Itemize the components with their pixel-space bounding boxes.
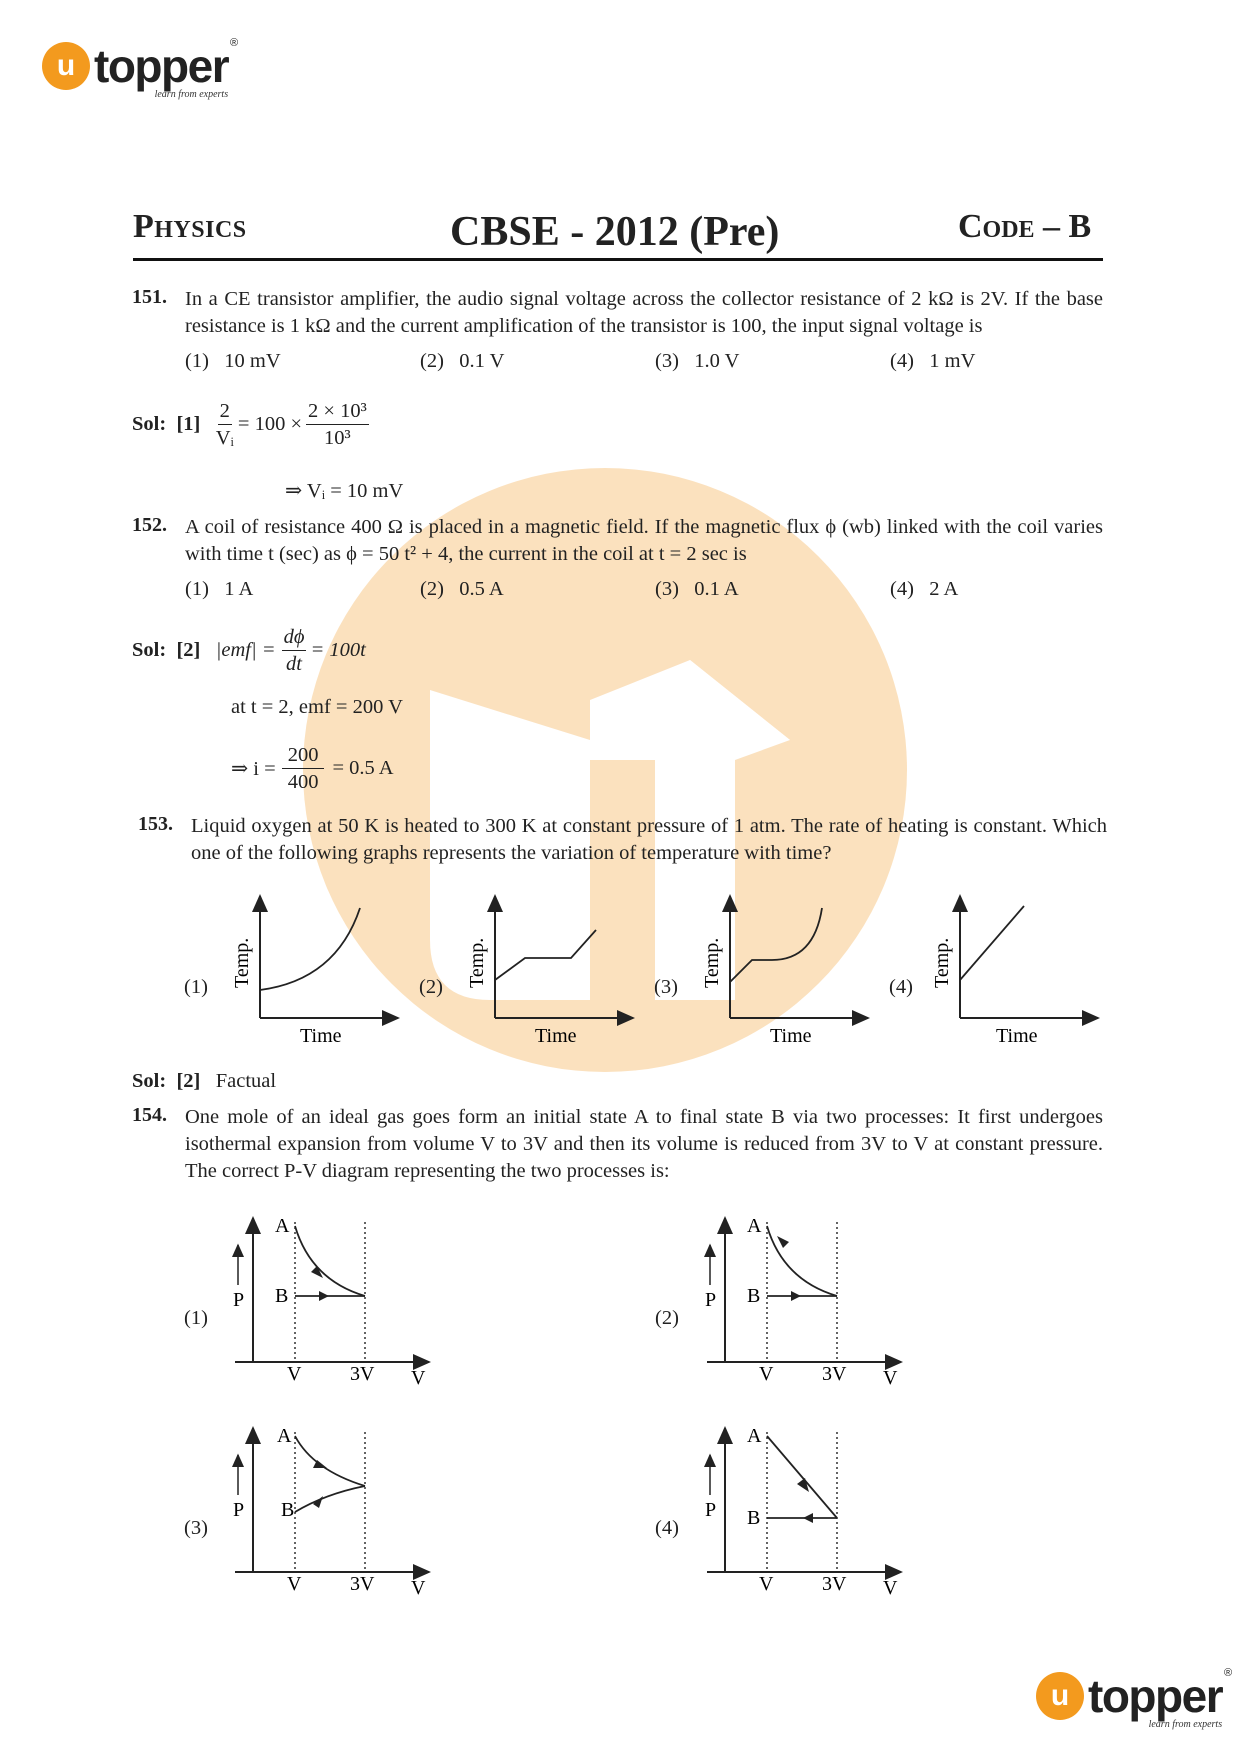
option: (3) 1.0 V	[655, 350, 740, 372]
tick-label-3v: 3V	[350, 1363, 375, 1385]
solution-result: ⇒ Vᵢ = 10 mV	[285, 480, 404, 502]
x-axis-label: Time	[535, 1025, 577, 1047]
temp-time-graph-2	[461, 890, 641, 1050]
question-number: 154.	[132, 1104, 167, 1126]
solution: Sol: [2] Factual	[132, 1070, 277, 1092]
option: (4) 2 A	[890, 578, 959, 600]
point-a-label: A	[747, 1425, 762, 1447]
point-b-label: B	[747, 1285, 761, 1307]
topper-u-icon: u	[42, 42, 90, 90]
option: (4) 1 mV	[890, 350, 976, 372]
fraction: $\frac{2}{\text{Vᵢ}}$	[215, 400, 234, 449]
tick-label-v: V	[287, 1363, 302, 1385]
point-a-label: A	[277, 1425, 292, 1447]
logo-text: topper	[94, 40, 229, 92]
registered-mark: ®	[1224, 1667, 1233, 1679]
option: (2) 0.5 A	[420, 578, 504, 600]
option: (2) 0.1 V	[420, 350, 505, 372]
topper-u-icon: u	[1036, 1672, 1084, 1720]
question-number: 151.	[132, 286, 167, 308]
question-text: A coil of resistance 400 Ω is placed in a magnetic field. If the magnetic flux ϕ (wb) linked with the coil varies with time t (sec) as ϕ = 50 t² + 4, the current in the coil at t = 2 sec is	[185, 516, 1103, 565]
pv-diagram-1	[225, 1210, 445, 1385]
diagram-option-number: (3)	[184, 1517, 208, 1539]
diagram-option-number: (1)	[184, 1307, 208, 1329]
fraction: $\frac{d\phi}{dt}$	[283, 626, 305, 675]
point-a-label: A	[275, 1215, 290, 1237]
pv-diagram-3	[225, 1420, 445, 1595]
x-axis-label: Time	[300, 1025, 342, 1047]
y-axis-label: Temp.	[466, 937, 488, 988]
option: (1) 10 mV	[185, 350, 281, 372]
fraction: $\frac{\text{2 × 10³}}{\text{10³}}$	[308, 400, 367, 449]
page-title: CBSE - 2012 (Pre)	[450, 209, 780, 255]
solution-line: ⇒ i = $\frac{200}{400}$ = 0.5 A	[231, 744, 394, 793]
temp-time-graph-4	[926, 890, 1106, 1050]
fraction: $\frac{200}{400}$	[282, 742, 325, 795]
pv-diagram-4	[697, 1420, 917, 1595]
option: (3) 0.1 A	[655, 578, 739, 600]
point-b-label: B	[747, 1507, 761, 1529]
solution: Sol: [1] $\frac{2}{\text{Vᵢ}}$ = 100 × $\frac{\text{2 × 10³}}{\text{10³}}$	[132, 400, 367, 449]
point-b-label: B	[281, 1499, 295, 1521]
point-b-label: B	[275, 1285, 289, 1307]
solution: Sol: [2] |emf| = $\frac{d\phi}{dt}$ = 100t	[132, 626, 366, 675]
diagram-option-number: (2)	[655, 1307, 679, 1329]
bottom-logo	[1036, 1667, 1233, 1730]
y-axis-label: Temp.	[231, 937, 253, 988]
registered-mark: ®	[230, 37, 239, 49]
temp-time-graph-1	[226, 890, 406, 1050]
v-axis-label: V	[883, 1367, 898, 1385]
x-axis-label: Time	[996, 1025, 1038, 1047]
x-axis-label: Time	[770, 1025, 812, 1047]
question-text: One mole of an ideal gas goes form an initial state A to final state B via two processes: It first undergoes isothermal expansion from volume V to 3V and then its volume is reduced from 3V to V at constant pressure. The correct P-V diagram representing the two processes is:	[185, 1106, 1103, 1182]
question-number: 152.	[132, 514, 167, 536]
temp-time-graph-3	[696, 890, 876, 1050]
p-axis-label: P	[705, 1289, 717, 1311]
pv-diagram-2	[697, 1210, 917, 1385]
p-axis-label: P	[233, 1289, 245, 1311]
tick-label-v: V	[287, 1573, 302, 1595]
diagram-option-number: (4)	[655, 1517, 679, 1539]
logo-text: topper	[1088, 1670, 1223, 1722]
p-axis-label: P	[233, 1499, 245, 1521]
v-axis-label: V	[411, 1367, 426, 1385]
tick-label-3v: 3V	[822, 1363, 847, 1385]
question-number: 153.	[138, 813, 173, 835]
y-axis-label: Temp.	[701, 937, 723, 988]
paper-code: Code – B	[958, 208, 1092, 245]
subject-label: Physics	[133, 208, 247, 245]
top-logo	[42, 37, 239, 100]
tick-label-v: V	[759, 1363, 774, 1385]
tick-label-v: V	[759, 1573, 774, 1595]
graph-option-number: (3)	[654, 976, 678, 998]
question-text: Liquid oxygen at 50 K is heated to 300 K at constant pressure of 1 atm. The rate of heating is constant. Which one of the following graphs represents the variation of temperature with time?	[191, 815, 1107, 864]
p-axis-label: P	[705, 1499, 717, 1521]
logo-tagline: learn from experts	[1148, 1719, 1223, 1730]
header-rule	[133, 258, 1103, 261]
y-axis-label: Temp.	[931, 937, 953, 988]
graph-option-number: (4)	[889, 976, 913, 998]
tick-label-3v: 3V	[350, 1573, 375, 1595]
option: (1) 1 A	[185, 578, 254, 600]
v-axis-label: V	[411, 1577, 426, 1595]
graph-option-number: (2)	[419, 976, 443, 998]
logo-tagline: learn from experts	[154, 89, 229, 100]
question-text: In a CE transistor amplifier, the audio signal voltage across the collector resistance of 2 kΩ is 2V. If the base resistance is 1 kΩ and the current amplification of the transistor is 100, the input signal voltage is	[185, 288, 1103, 337]
v-axis-label: V	[883, 1577, 898, 1595]
point-a-label: A	[747, 1215, 762, 1237]
solution-line: at t = 2, emf = 200 V	[231, 696, 403, 718]
tick-label-3v: 3V	[822, 1573, 847, 1595]
graph-option-number: (1)	[184, 976, 208, 998]
